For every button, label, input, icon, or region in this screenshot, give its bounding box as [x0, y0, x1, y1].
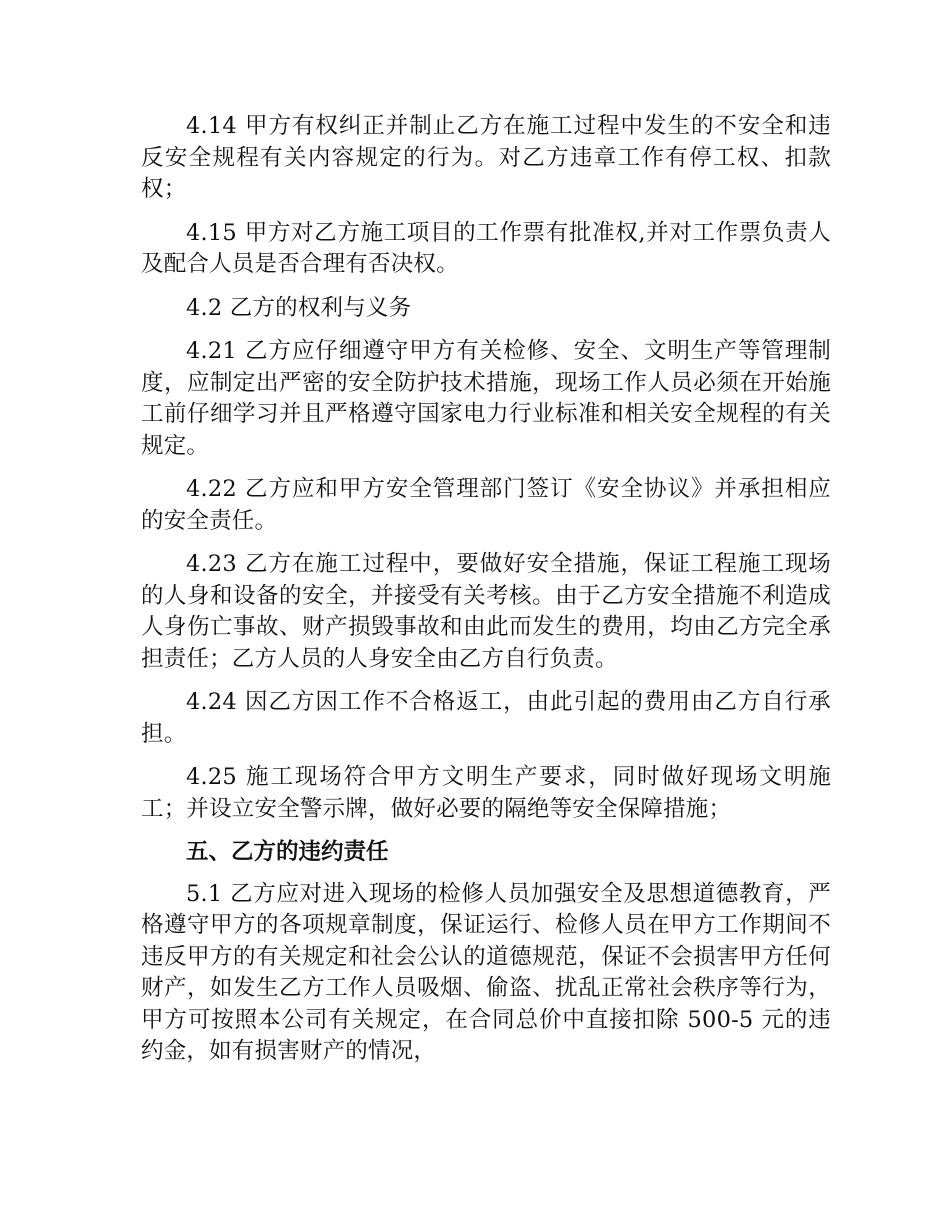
clause-4-24: 4.24 因乙方因工作不合格返工，由此引起的费用由乙方自行承担。 [141, 689, 831, 747]
document-page [141, 111, 831, 1080]
clause-4-22: 4.22 乙方应和甲方安全管理部门签订《安全协议》并承担相应的安全责任。 [141, 476, 831, 534]
clause-4-15: 4.15 甲方对乙方施工项目的工作票有批准权,并对工作票负责人及配合人员是否合理有否决权。 [141, 219, 831, 277]
clause-4-25: 4.25 施工现场符合甲方文明生产要求，同时做好现场文明施工；并设立安全警示牌，做好必要的隔绝等安全保障措施； [141, 764, 831, 822]
clause-4-14: 4.14 甲方有权纠正并制止乙方在施工过程中发生的不安全和违反安全规程有关内容规定的行为。对乙方违章工作有停工权、扣款权； [141, 113, 831, 202]
clause-4-2: 4.2 乙方的权利与义务 [186, 294, 412, 321]
clause-5-1: 5.1 乙方应对进入现场的检修人员加强安全及思想道德教育，严格遵守甲方的各项规章制度，保证运行、检修人员在甲方工作期间不违反甲方的有关规定和社会公认的道德规范，保证不会损害甲方任何财产，如发生乙方工作人员吸烟、偷盗、扰乱正常社会秩序等行为，甲方可按照本公司有关规定，在合同总价中直接扣除 500-5 元的违约金，如有损害财产的情况， [141, 880, 831, 1064]
clause-4-23: 4.23 乙方在施工过程中，要做好安全措施，保证工程施工现场的人身和设备的安全，并接受有关考核。由于乙方安全措施不利造成人身伤亡事故、财产损毁事故和由此而发生的费用，均由乙方完全承担责任；乙方人员的人身安全由乙方自行负责。 [141, 551, 831, 672]
section-heading-5: 五、乙方的违约责任 [186, 839, 389, 865]
clause-4-21: 4.21 乙方应仔细遵守甲方有关检修、安全、文明生产等管理制度，应制定出严密的安全防护技术措施，现场工作人员必须在开始施工前仔细学习并且严格遵守国家电力行业标准和相关安全规程的有关规定。 [141, 338, 831, 459]
